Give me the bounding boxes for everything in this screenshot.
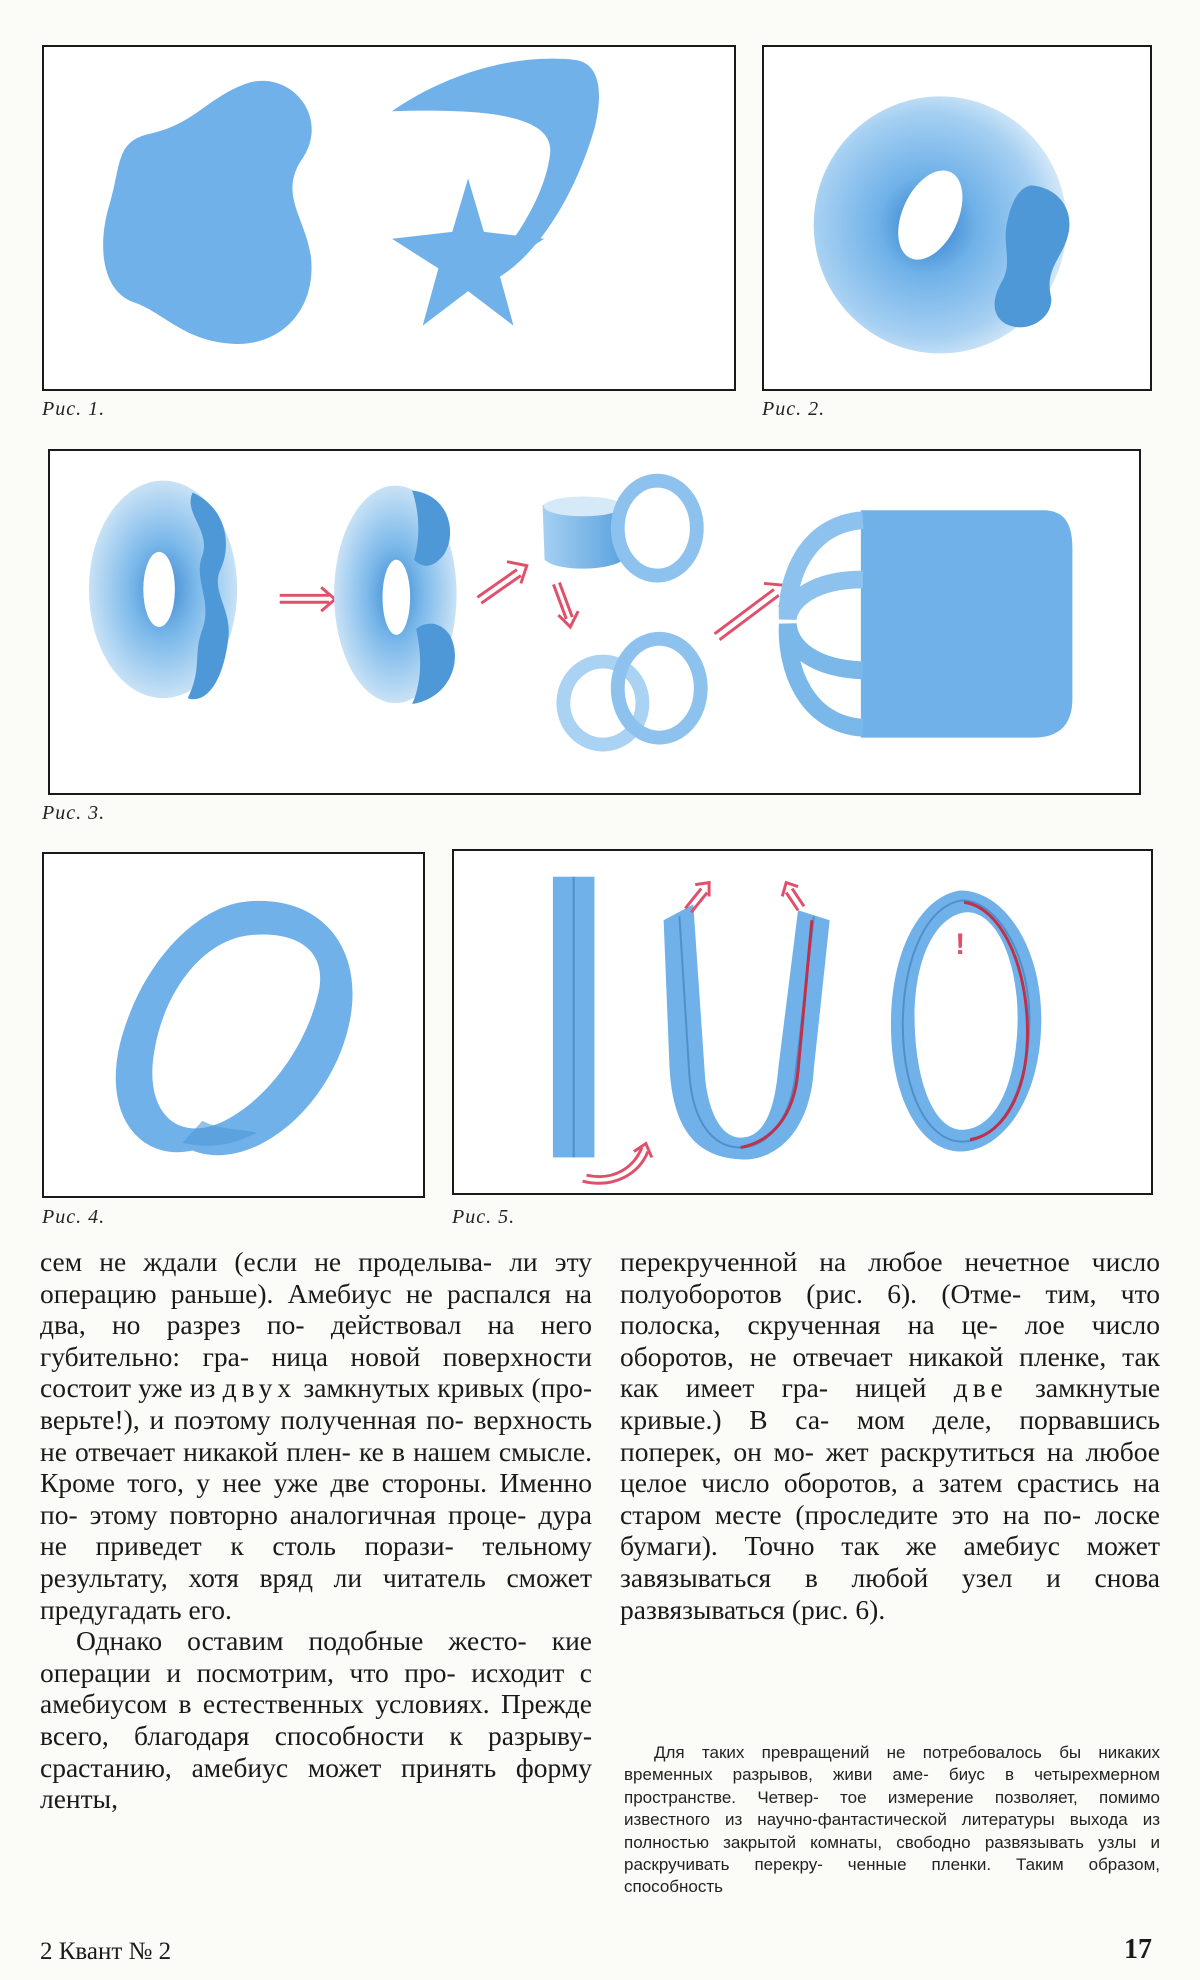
text-line: читатель сможет предугадать его. bbox=[40, 1561, 593, 1625]
ring-shape bbox=[618, 481, 697, 576]
note-block bbox=[624, 1742, 1160, 1899]
arrow-1-icon bbox=[280, 587, 335, 611]
arc-band-top bbox=[788, 520, 863, 619]
text-line: жет раскрутиться на любое целое bbox=[620, 1435, 1160, 1499]
torus-stage-1-hole bbox=[143, 552, 175, 627]
text-line: снова развязываться (рис. 6). bbox=[620, 1561, 1161, 1625]
text-line: мом деле, порвавшись поперек, он мо- bbox=[620, 1403, 1160, 1467]
note-line: развязывать узлы и раскручивать перекру- bbox=[624, 1832, 1160, 1875]
text-line: амебиус может принять форму ленты, bbox=[40, 1751, 592, 1815]
text-line: у нее уже две стороны. Именно по- bbox=[40, 1467, 592, 1530]
text-line-part: замкнутые кривые.) В са- bbox=[620, 1372, 1161, 1435]
text-line: дура не приведет к столь порази- bbox=[40, 1498, 593, 1562]
figure-1-caption: Рис. 1. bbox=[42, 398, 106, 420]
u-strip-shape bbox=[664, 904, 830, 1159]
torus-stage-2-hole bbox=[382, 560, 410, 635]
note-line: бы никаких временных разрывов, живи аме- bbox=[624, 1743, 1160, 1785]
text-line: Однако оставим подобные жесто- bbox=[76, 1625, 527, 1657]
linked-ring-2 bbox=[618, 639, 701, 738]
figure-2-illustration bbox=[764, 47, 1150, 389]
note-line: из научно-фантастической литературы выхода bbox=[724, 1810, 1128, 1830]
text-line-part: ницей bbox=[855, 1372, 927, 1404]
figure-2 bbox=[762, 45, 1152, 391]
band-top-rim bbox=[544, 496, 623, 516]
figure-3 bbox=[48, 449, 1141, 795]
figure-5-illustration bbox=[454, 851, 1151, 1193]
journal-footer: 2 Квант № 2 bbox=[40, 1938, 172, 1965]
paragraph-2 bbox=[40, 1625, 592, 1815]
arrow-3-icon bbox=[553, 582, 578, 626]
paragraph-1 bbox=[40, 1246, 592, 1625]
half-disk-shape bbox=[861, 510, 1073, 737]
text-line: способности к разрыву-срастанию, bbox=[40, 1719, 592, 1783]
text-line: действовал на него губительно: гра- bbox=[40, 1309, 593, 1372]
left-column bbox=[40, 1246, 592, 1815]
text-line: не распался на два, но разрез по- bbox=[40, 1277, 593, 1341]
note-line: биус в четырехмерном пространстве. Четвер- bbox=[624, 1765, 1160, 1807]
text-line: тельному результату, хотя вряд ли bbox=[40, 1530, 593, 1593]
text-line: никакой пленке, так как имеет гра- bbox=[620, 1340, 1161, 1404]
text-line: может завязываться в любой узел и bbox=[620, 1530, 1161, 1593]
text-line: условиях. Прежде всего, благодаря bbox=[40, 1688, 592, 1751]
text-line: верхность не отвечает никакой плен- bbox=[40, 1403, 592, 1467]
twisted-band-ring bbox=[116, 901, 353, 1155]
text-line: перекрученной на любое нечетное bbox=[620, 1246, 1070, 1277]
note-line: ченные пленки. Таким образом, способность bbox=[624, 1855, 1160, 1897]
figure-4 bbox=[42, 852, 425, 1198]
note-line: тое измерение позволяет, помимо известного bbox=[624, 1787, 1160, 1830]
text-line-part: из bbox=[189, 1372, 216, 1404]
text-line-part: замкнутых кривых (про- bbox=[303, 1372, 593, 1404]
text-line: лоске бумаги). Точно так же амебиус bbox=[620, 1498, 1161, 1562]
text-line: старом месте (проследите это на по- bbox=[620, 1498, 1082, 1530]
paragraph-3 bbox=[620, 1246, 1160, 1625]
arrow-4-icon bbox=[715, 583, 786, 639]
text-line: кие операции и посмотрим, что про- bbox=[40, 1625, 592, 1688]
figure-5-caption: Рис. 5. bbox=[452, 1206, 516, 1228]
figure-3-caption: Рис. 3. bbox=[42, 802, 106, 824]
figure-5 bbox=[452, 849, 1153, 1195]
text-line: ли эту операцию раньше). Амебиус bbox=[40, 1246, 592, 1309]
page-number: 17 bbox=[1124, 1934, 1152, 1965]
note-line: из полностью закрытой комнаты, свободно bbox=[624, 1810, 1161, 1852]
text-line: ке в нашем смысле. Кроме того, bbox=[40, 1435, 593, 1499]
arrow-up-right-icon bbox=[782, 883, 804, 911]
text-line: верьте!), и поэтому полученная по- bbox=[40, 1403, 464, 1435]
arrow-2-icon bbox=[477, 562, 526, 604]
figure-2-caption: Рис. 2. bbox=[762, 398, 826, 420]
text-line: сем не ждали (если не проделыва- bbox=[40, 1246, 493, 1277]
note-line: Для таких превращений не потребовалось bbox=[654, 1743, 1042, 1762]
figure-4-caption: Рис. 4. bbox=[42, 1206, 106, 1228]
emphasized-word: двух bbox=[222, 1372, 297, 1404]
arc-band-bottom bbox=[788, 624, 863, 728]
text-line: ница новой поверхности состоит уже bbox=[40, 1340, 592, 1404]
figure-1-illustration bbox=[44, 47, 734, 389]
figure-3-illustration bbox=[50, 451, 1139, 793]
text-line: этому повторно аналогичная проце- bbox=[89, 1498, 527, 1530]
figure-1 bbox=[42, 45, 736, 391]
closed-strip-shape bbox=[891, 891, 1041, 1152]
figure-4-illustration bbox=[44, 854, 423, 1196]
amoeba-blob-shape bbox=[103, 81, 312, 344]
text-line: число оборотов, а затем срастись на bbox=[701, 1467, 1160, 1499]
right-column bbox=[620, 1246, 1160, 1625]
star-shape bbox=[392, 178, 544, 325]
text-line: число полуоборотов (рис. 6). (Отме- bbox=[620, 1246, 1160, 1309]
exclamation-mark: ! bbox=[955, 927, 966, 961]
emphasized-word: две bbox=[953, 1372, 1008, 1404]
text-line: исходит с амебиусом в естественных bbox=[40, 1656, 593, 1720]
text-line: тим, что полоска, скрученная на це- bbox=[620, 1277, 1161, 1341]
note-paragraph bbox=[624, 1742, 1160, 1899]
text-line: лое число оборотов, не отвечает bbox=[620, 1309, 1160, 1372]
